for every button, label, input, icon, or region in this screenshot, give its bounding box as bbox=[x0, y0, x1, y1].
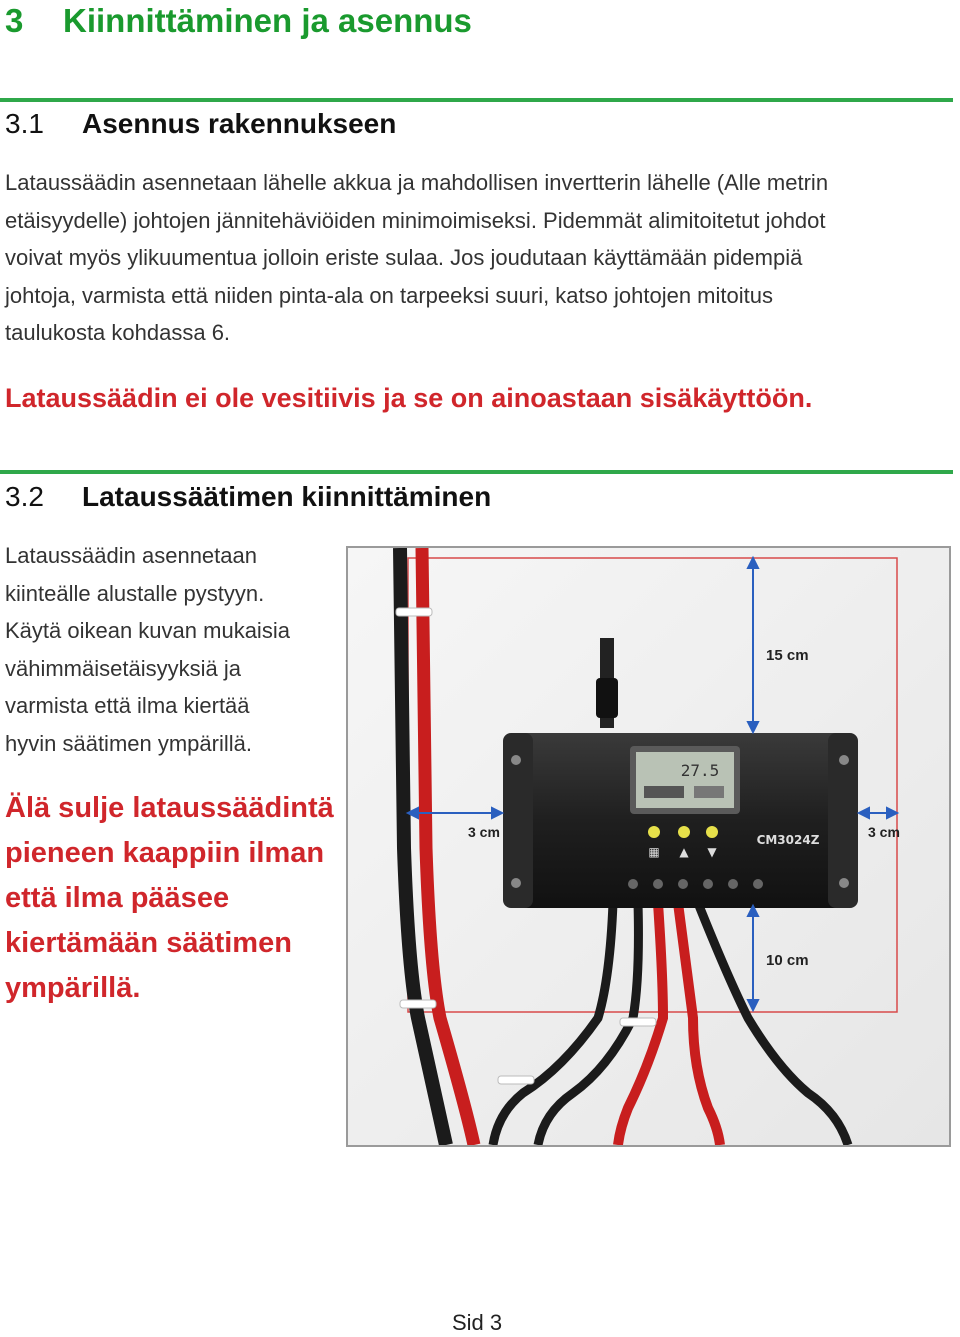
section-divider bbox=[0, 98, 953, 102]
status-led bbox=[678, 826, 690, 838]
warning-line: kiertämään säätimen bbox=[5, 927, 292, 959]
warning-triangle-icon: ▲ bbox=[679, 845, 689, 859]
terminal-screw bbox=[753, 879, 763, 889]
terminal-screw bbox=[728, 879, 738, 889]
warning-line: Älä sulje lataussäädintä bbox=[5, 792, 334, 824]
section-title: Kiinnittäminen ja asennus bbox=[63, 2, 472, 39]
bottom-clearance-label: 10 cm bbox=[766, 952, 809, 969]
screw bbox=[511, 755, 521, 765]
screw bbox=[511, 878, 521, 888]
screw bbox=[839, 755, 849, 765]
paragraph-line: kiinteälle alustalle pystyyn. bbox=[5, 580, 265, 606]
terminal-screw bbox=[628, 879, 638, 889]
body-paragraph bbox=[5, 537, 340, 762]
cable-clip bbox=[396, 608, 432, 616]
lcd-reading: 27.5 bbox=[680, 761, 720, 780]
warning-block bbox=[5, 786, 340, 1011]
subsection-title: Asennus rakennukseen bbox=[82, 108, 397, 139]
section-number: 3 bbox=[5, 2, 24, 39]
subsection-title: Lataussäätimen kiinnittäminen bbox=[82, 481, 492, 512]
installation-illustration bbox=[348, 548, 949, 1145]
warning-text: Lataussäädin ei ole vesitiivis ja se on ainoastaan sisäkäyttöön. bbox=[5, 383, 813, 413]
warning-line: pieneen kaappiin ilman bbox=[5, 837, 325, 869]
subsection-heading bbox=[5, 481, 491, 513]
terminal-screw bbox=[678, 879, 688, 889]
paragraph-line: Lataussäädin asennetaan bbox=[5, 543, 257, 568]
sensor-plug bbox=[596, 678, 618, 718]
paragraph-line: hyvin säätimen ympärillä. bbox=[5, 730, 252, 756]
subsection-number: 3.2 bbox=[5, 481, 44, 512]
lcd-icon bbox=[644, 786, 684, 798]
terminal-screw bbox=[703, 879, 713, 889]
solar-icon: ▦ bbox=[648, 845, 660, 859]
paragraph-line: etäisyydelle) johtojen jännitehäviöiden minimoimiseksi. Pidemmät alimitoitetut johdot bbox=[5, 207, 826, 233]
right-clearance-label: 3 cm bbox=[868, 824, 900, 840]
screw bbox=[839, 878, 849, 888]
status-led bbox=[648, 826, 660, 838]
page-number: Sid 3 bbox=[452, 1310, 503, 1335]
lcd-icon bbox=[694, 786, 724, 798]
status-led bbox=[706, 826, 718, 838]
paragraph-line: voivat myös ylikuumentua jolloin eriste sulaa. Jos joudutaan käyttämään pidempiä bbox=[5, 245, 803, 270]
cable-clip bbox=[498, 1076, 534, 1084]
warning-line: ympärillä. bbox=[5, 972, 141, 1004]
paragraph-line: Käytä oikean kuvan mukaisia bbox=[5, 618, 290, 643]
section-divider bbox=[0, 470, 953, 474]
left-clearance-label: 3 cm bbox=[468, 824, 500, 840]
paragraph-line: vähimmäisetäisyyksiä ja bbox=[5, 655, 241, 681]
cable-clip bbox=[620, 1018, 656, 1026]
section-heading bbox=[5, 2, 472, 40]
subsection-heading bbox=[5, 108, 396, 140]
model-label: CM3024Z bbox=[756, 833, 820, 847]
paragraph-line: johtoja, varmista että niiden pinta-ala on tarpeeksi suuri, katso johtojen mitoitus bbox=[5, 282, 773, 308]
subsection-number: 3.1 bbox=[5, 108, 44, 139]
paragraph-line: varmista että ilma kiertää bbox=[5, 693, 250, 718]
terminal-screw bbox=[653, 879, 663, 889]
body-paragraph bbox=[5, 164, 955, 352]
top-clearance-label: 15 cm bbox=[766, 647, 809, 664]
paragraph-line: taulukosta kohdassa 6. bbox=[5, 320, 231, 345]
warning-line: että ilma pääsee bbox=[5, 882, 230, 914]
paragraph-line: Lataussäädin asennetaan lähelle akkua ja mahdollisen invertterin lähelle (Alle metrin bbox=[5, 170, 829, 195]
installation-photo bbox=[346, 546, 951, 1147]
load-icon: ▼ bbox=[707, 845, 717, 859]
cable-clip bbox=[400, 1000, 436, 1008]
